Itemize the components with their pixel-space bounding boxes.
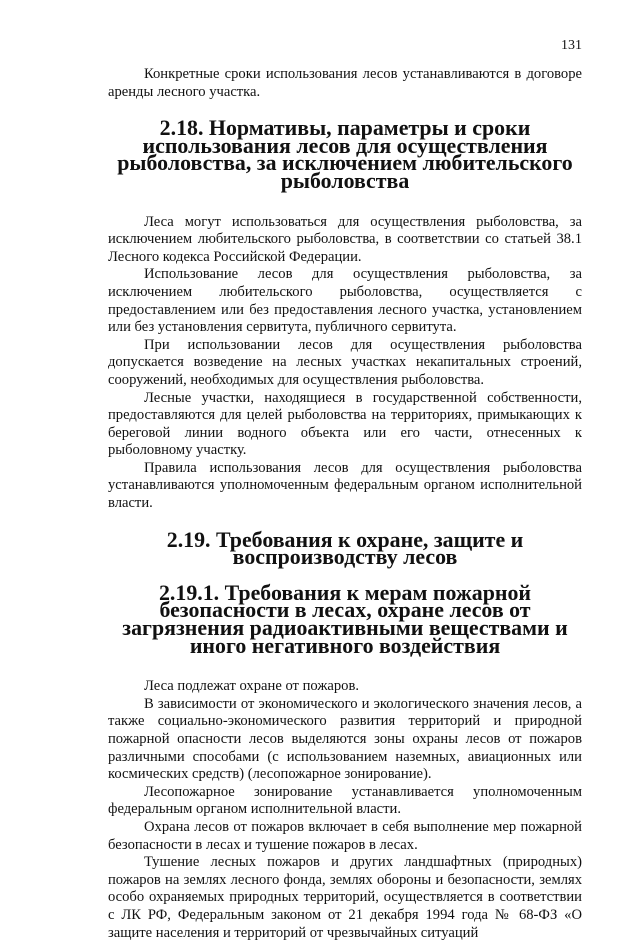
paragraph: Правила использования лесов для осуществления рыболовства устанавливаются уполномоченным федеральным органом исполнительной власти.: [108, 459, 582, 512]
paragraph: Лесопожарное зонирование устанавливается уполномоченным федеральным органом исполнительной власти.: [108, 783, 582, 818]
section-heading-2-19-1: 2.19.1. Требования к мерам пожарной безопасности в лесах, охране лесов от загрязнения радиоактивными веществами и иного негативного воздействия: [122, 579, 568, 658]
paragraph: Лесные участки, находящиеся в государственной собственности, предоставляются для целей рыболовства на территориях, примыкающих к береговой линии водного объекта или его части, отнесенных к рыболовному участку.: [108, 389, 582, 459]
paragraph: Охрана лесов от пожаров включает в себя выполнение мер пожарной безопасности в лесах и тушение пожаров в лесах.: [108, 818, 582, 853]
section-heading-2-19: 2.19. Требования к охране, защите и воспроизводству лесов: [166, 526, 524, 570]
paragraph: Леса подлежат охране от пожаров.: [144, 678, 360, 695]
section-2-18-body: [108, 214, 582, 513]
section-2-19-1-body: [108, 678, 582, 942]
page-number: 131: [561, 38, 582, 53]
paragraph: В зависимости от экономического и экологического значения лесов, а также социально-экономического развития территорий и природной пожарной опасности лесов выделяются зоны охраны лесов от пожаров различными способами (с использованием наземных, авиационных или космических средств) (лесопожарное зонирование).: [108, 695, 582, 783]
paragraph: Использование лесов для осуществления рыболовства, за исключением любительского рыболовства, осуществляется с предоставлением или без предоставления лесного участка, установлением или без установления сервитута, публичного сервитута.: [108, 266, 582, 336]
document-body: [108, 66, 582, 942]
paragraph: Леса могут использоваться для осуществления рыболовства, за исключением любительского рыболовства, в соответствии со статьей 38.1 Лесного кодекса Российской Федерации.: [108, 213, 582, 265]
intro-paragraph: Конкретные сроки использования лесов устанавливаются в договоре аренды лесного участка.: [108, 66, 582, 100]
section-heading-2-18: 2.18. Нормативы, параметры и сроки использования лесов для осуществления рыболовства, за исключением любительского рыболовства: [117, 115, 573, 193]
paragraph: При использовании лесов для осуществления рыболовства допускается возведение на лесных участках некапитальных строений, сооружений, необходимых для осуществления рыболовства.: [108, 336, 582, 388]
paragraph: Тушение лесных пожаров и других ландшафтных (природных) пожаров на землях лесного фонда, землях обороны и безопасности, землях особо охраняемых природных территорий, осуществляется в соответствии с ЛК РФ, Федеральным законом от 21 декабря 1994 года № 68-ФЗ «О защите населения и территорий от чрезвычайных ситуаций: [108, 854, 582, 941]
